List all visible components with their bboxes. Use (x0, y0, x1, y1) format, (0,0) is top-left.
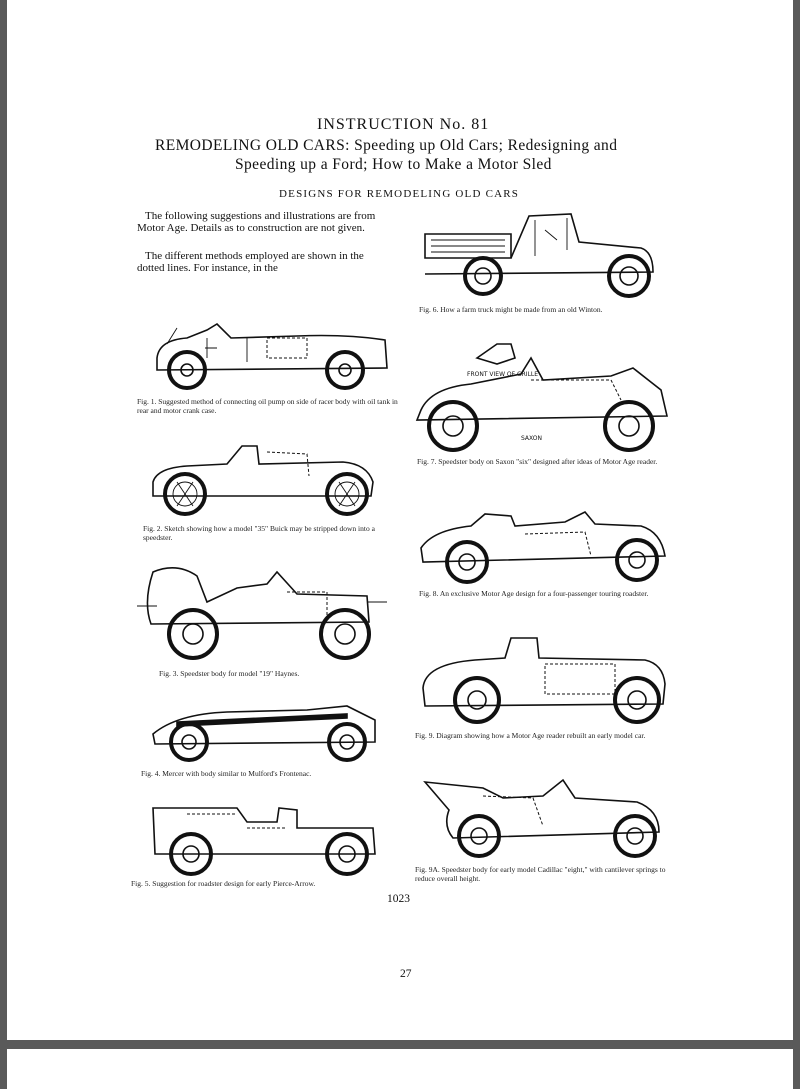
fig4-mercer-drawing (147, 700, 383, 766)
fig1-racer-drawing (147, 318, 397, 396)
fig7-grille-note: FRONT VIEW OF GRILLE (467, 371, 539, 378)
fig9-rebuilt-drawing (415, 634, 669, 726)
fig7-caption: Fig. 7. Speedster body on Saxon "six" designed after ideas of Motor Age reader. (417, 457, 658, 466)
fig8-caption: Fig. 8. An exclusive Motor Age design for a four-passenger touring roadster. (419, 589, 649, 598)
intro-paragraph-1: The following suggestions and illustrations are from Motor Age. Details as to construction are not given. (137, 210, 376, 234)
fig9a-cadillac-drawing (423, 776, 667, 860)
fig5-pierce-drawing (147, 798, 383, 878)
page-title-line1: REMODELING OLD CARS: Speeding up Old Cars; Redesigning and (155, 137, 618, 154)
fig2-buick-drawing (147, 432, 379, 522)
book-page-number: 1023 (387, 893, 410, 905)
intro-paragraph-2: The different methods employed are shown in the dotted lines. For instance, in the (137, 250, 364, 274)
fig7-saxon-drawing (411, 340, 677, 456)
fig8-touring-drawing (415, 504, 673, 586)
section-heading: DESIGNS FOR REMODELING OLD CARS (279, 188, 520, 200)
instruction-heading: INSTRUCTION No. 81 (317, 116, 490, 133)
fig7-saxon-label: SAXON (521, 435, 542, 442)
fig3-haynes-drawing (137, 562, 387, 662)
fig9-caption: Fig. 9. Diagram showing how a Motor Age reader rebuilt an early model car. (415, 731, 646, 740)
next-page-edge (7, 1049, 793, 1089)
fig1-caption: Fig. 1. Suggested method of connecting oil pump on side of racer body with oil tank in rear and motor crank case. (137, 397, 398, 415)
fig2-caption: Fig. 2. Sketch showing how a model "35" Buick may be stripped down into a speedster. (143, 524, 375, 542)
fig9a-caption: Fig. 9A. Speedster body for early model Cadillac "eight," with cantilever springs to reduce overall height. (415, 865, 666, 883)
fig3-caption: Fig. 3. Speedster body for model "19" Haynes. (159, 669, 300, 678)
pdf-page-number: 27 (400, 968, 412, 980)
document-page (7, 0, 793, 1040)
fig6-truck-drawing (421, 210, 661, 302)
fig5-caption: Fig. 5. Suggestion for roadster design for early Pierce-Arrow. (131, 879, 316, 888)
fig4-caption: Fig. 4. Mercer with body similar to Mulford's Frontenac. (141, 769, 312, 778)
fig6-caption: Fig. 6. How a farm truck might be made from an old Winton. (419, 305, 603, 314)
page-title-line2: Speeding up a Ford; How to Make a Motor Sled (235, 156, 552, 173)
